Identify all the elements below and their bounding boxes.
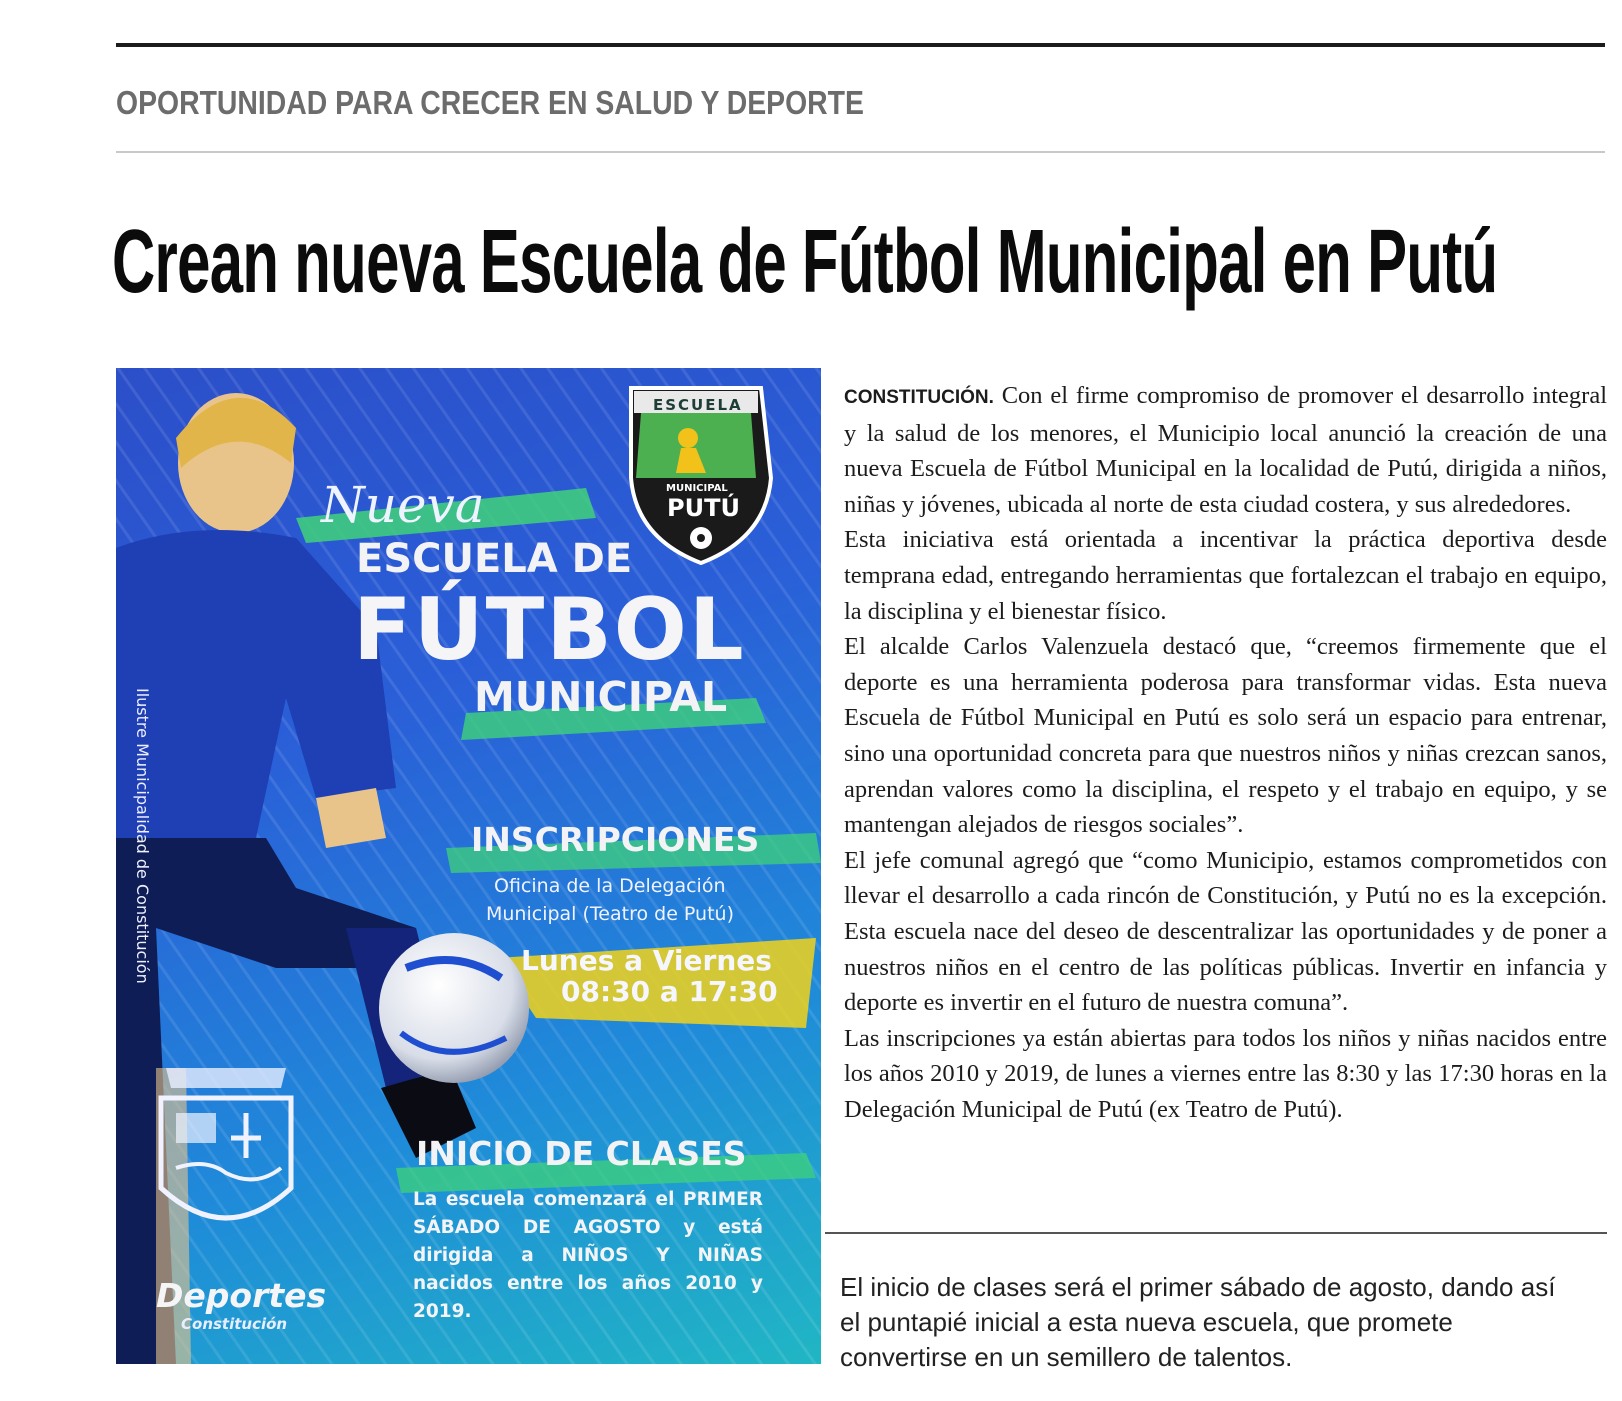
soccer-ball [379, 933, 529, 1083]
badge-place: PUTÚ [667, 494, 740, 522]
badge-title: ESCUELA [653, 396, 743, 414]
pull-quote-rule [825, 1232, 1607, 1234]
poster-nueva: Nueva [321, 476, 485, 534]
poster-escuela-de: ESCUELA DE [356, 536, 633, 582]
article-body [844, 378, 1607, 1127]
dateline: CONSTITUCIÓN. [844, 387, 994, 408]
poster-inscripciones: INSCRIPCIONES [471, 820, 760, 859]
paragraph-text: Con el firme compromiso de promover el desarrollo integral y la salud de los menores, el Municipio local anunció la creación de una nueva Escuela de Fútbol Municipal en la localidad de Putú, dirigida a niños, niñas y jóvenes, ubicada al norte de esta ciudad costera, y sus alrededores. [844, 382, 1608, 518]
poster-horario: 08:30 a 17:30 [561, 975, 778, 1008]
poster-inicio-clases: INICIO DE CLASES [416, 1134, 747, 1173]
poster-futbol: FÚTBOL [353, 580, 746, 680]
pull-quote-text: El inicio de clases será el primer sábado de agosto, dando así el puntapié inicial a esta nueva escuela, que promete convertirse en un semillero de talentos. [840, 1272, 1556, 1372]
article-paragraph [844, 378, 1607, 522]
badge-municipal: MUNICIPAL [666, 483, 728, 494]
poster-deportes: Deportes [156, 1276, 327, 1315]
top-rule [116, 43, 1605, 47]
article-paragraph: Las inscripciones ya están abiertas para todos los niños y niñas nacidos entre los años 2010 y 2019, de lunes a viernes entre las 8:30 y las 17:30 horas en la Delegación Municipal de Putú (ex Teatro de Putú). [844, 1024, 1607, 1123]
poster-inicio-body: La escuela comenzará el PRIMER SÁBADO DE AGOSTO y está dirigida a NIÑOS Y NIÑAS nacidos entre los años 2010 y 2019. [413, 1189, 763, 1322]
kicker-rule [116, 151, 1605, 153]
poster-constitucion: Constitución [181, 1315, 288, 1333]
poster-oficina-line1: Oficina de la Delegación [494, 875, 726, 897]
poster-municipal: MUNICIPAL [474, 673, 728, 721]
article-paragraph: Esta iniciativa está orientada a incentivar la práctica deportiva desde temprana edad, entregando herramientas que fortalezcan el trabajo en equipo, la disciplina y el bienestar físico. [844, 526, 1607, 625]
section-kicker: OPORTUNIDAD PARA CRECER EN SALUD Y DEPORTE [116, 84, 864, 121]
poster-oficina-line2: Municipal (Teatro de Putú) [486, 903, 734, 925]
poster-image [116, 368, 821, 1364]
poster-side-text: Ilustre Municipalidad de Constitución [133, 688, 152, 984]
pull-quote [840, 1270, 1560, 1375]
poster-dias: Lunes a Viernes [521, 944, 772, 977]
article-paragraph: El jefe comunal agregó que “como Municipio, estamos comprometidos con llevar el desarrollo a cada rincón de Constitución, y Putú no es la excepción. Esta escuela nace del deseo de descentralizar las oportunidades y de poner a nuestros niños en el centro de las políticas públicas. Invertir en infancia y deporte es invertir en el futuro de nuestra comuna”. [844, 846, 1607, 1017]
article-headline: Crean nueva Escuela de Fútbol Municipal en Putú [112, 212, 1498, 312]
article-paragraph: El alcalde Carlos Valenzuela destacó que, “creemos firmemente que el deporte es una herramienta poderosa para transformar vidas. Esta nueva Escuela de Fútbol Municipal en Putú es solo será un espacio para entrenar, sino una oportunidad concreta para que nuestros niños y niñas crezcan sanos, aprendan valores como la disciplina, el respeto y el trabajo en equipo, y se mantengan alejados de riesgos sociales”. [844, 633, 1607, 839]
